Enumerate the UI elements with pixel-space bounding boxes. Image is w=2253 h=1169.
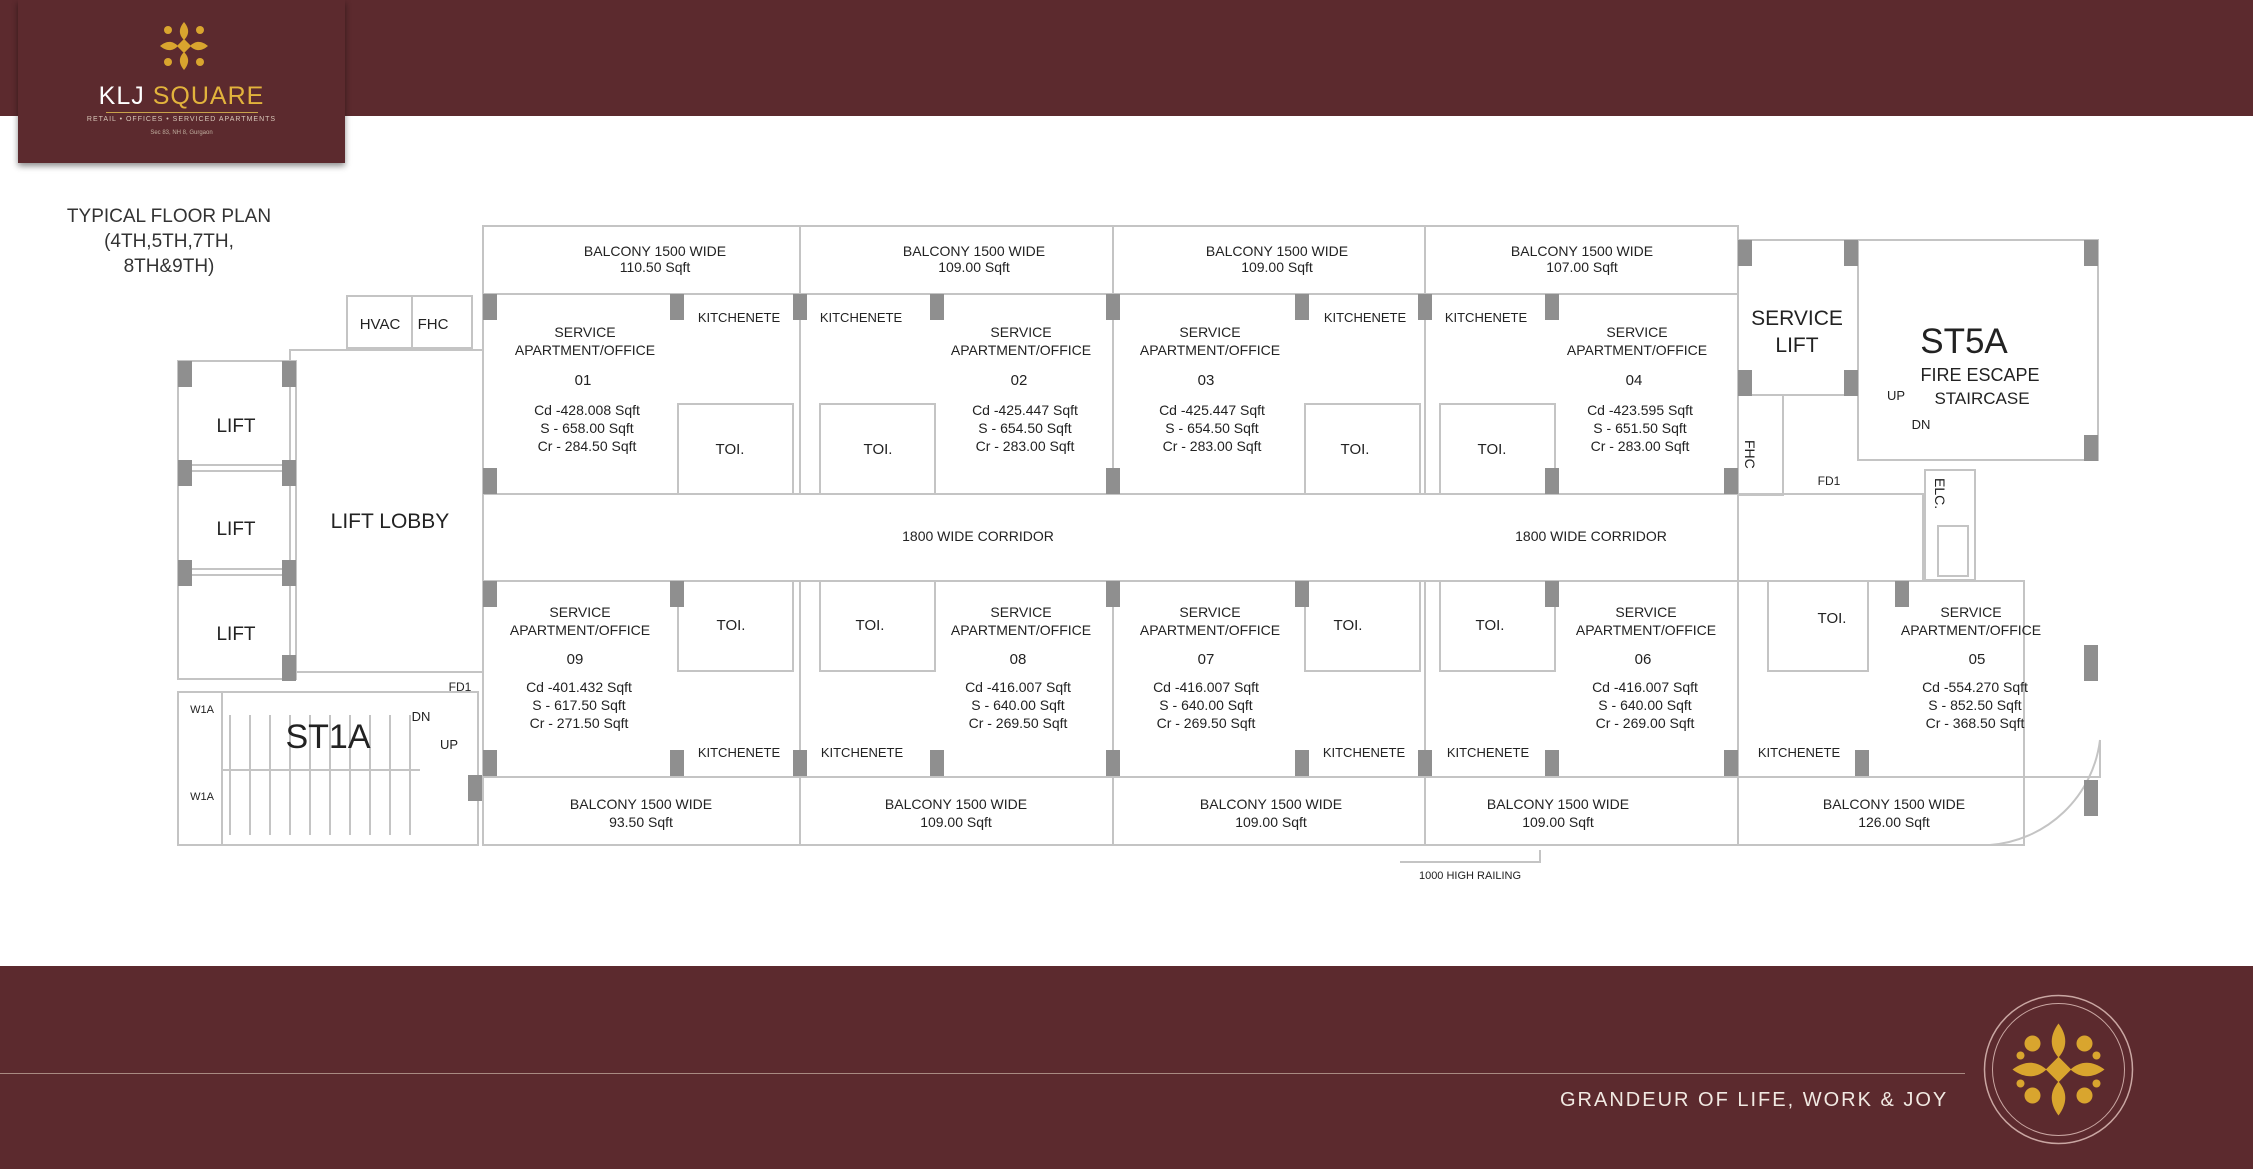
unit-common-area: Cr - 269.50 Sqft [968,715,1068,731]
unit-type: SERVICE [990,604,1052,620]
unit-type: SERVICE [1940,604,2002,620]
unit-carpet-area: Cd -423.595 Sqft [1587,402,1693,418]
unit-06[interactable] [1576,604,1716,731]
balcony-label: BALCONY 1500 WIDE [569,796,713,812]
corridor-label: 1800 WIDE CORRIDOR [902,528,1054,544]
unit-type: SERVICE [554,324,616,340]
kitchenette-label: KITCHENETE [1322,745,1406,760]
unit-number: 02 [1010,372,1028,389]
kitchenette-label: KITCHENETE [1323,310,1407,325]
unit-carpet-area: Cd -428.008 Sqft [534,402,640,418]
unit-08[interactable] [951,604,1091,731]
railing-note: 1000 HIGH RAILING [1418,870,1522,882]
toilet-label: TOI. [1817,610,1847,627]
window-label: W1A [190,704,214,716]
unit-carpet-area: Cd -425.447 Sqft [1159,402,1265,418]
unit-05[interactable] [1901,604,2041,731]
unit-common-area: Cr - 271.50 Sqft [529,715,629,731]
plan-title-floors: (4TH,5TH,7TH, 8TH&9TH) [104,231,234,277]
kitchenette-label: KITCHENETE [697,745,781,760]
fhc-label: FHC [417,316,449,333]
service-lift-label: LIFT [1775,334,1819,357]
elc-label: ELC. [1932,478,1948,510]
unit-type: APARTMENT/OFFICE [1575,622,1717,638]
unit-type: APARTMENT/OFFICE [1139,622,1281,638]
unit-super-area: S - 640.00 Sqft [1159,697,1253,713]
window-label: W1A [190,791,214,803]
brand-subtitle: RETAIL • OFFICES • SERVICED APARTMENTS [86,116,277,123]
unit-type: SERVICE [549,604,611,620]
unit-03[interactable] [1140,324,1280,454]
balcony-label: BALCONY 1500 WIDE [1822,796,1966,812]
toilet-label: TOI. [855,617,885,634]
unit-type: APARTMENT/OFFICE [950,622,1092,638]
unit-super-area: S - 640.00 Sqft [971,697,1065,713]
unit-number: 04 [1625,372,1643,389]
unit-carpet-area: Cd -554.270 Sqft [1922,679,2028,695]
unit-01[interactable] [515,324,655,454]
unit-super-area: S - 651.50 Sqft [1593,420,1687,436]
unit-type: APARTMENT/OFFICE [950,342,1092,358]
toilet-label: TOI. [1475,617,1505,634]
toilet-label: TOI. [863,441,893,458]
unit-common-area: Cr - 283.00 Sqft [1590,438,1690,454]
unit-super-area: S - 640.00 Sqft [1598,697,1692,713]
tagline: GRANDEUR OF LIFE, WORK & JOY [1560,1089,1949,1111]
balcony-label: BALCONY 1500 WIDE [1199,796,1343,812]
toilet-label: TOI. [715,441,745,458]
fire-door-label: FD1 [1817,474,1841,488]
fire-door-label: FD1 [448,680,472,694]
balcony-area: 109.00 Sqft [920,814,992,830]
kitchenette-label: KITCHENETE [1446,745,1530,760]
unit-common-area: Cr - 283.00 Sqft [1162,438,1262,454]
unit-carpet-area: Cd -416.007 Sqft [965,679,1071,695]
ornament-emblem-icon [1982,993,2135,1146]
balcony-area: 109.00 Sqft [1235,814,1307,830]
unit-type: APARTMENT/OFFICE [1139,342,1281,358]
unit-carpet-area: Cd -401.432 Sqft [526,679,632,695]
unit-type: APARTMENT/OFFICE [1566,342,1708,358]
corridor-label: 1800 WIDE CORRIDOR [1515,528,1667,544]
stair-down-label: DN [411,709,431,724]
st1a-label: ST1A [285,718,371,756]
unit-type: SERVICE [1179,604,1241,620]
balcony-label: BALCONY 1500 WIDE [1510,243,1654,259]
lift-label: LIFT [216,519,256,540]
lift-label: LIFT [216,624,256,645]
brand-address: Sec 83, NH 8, Gurgaon [150,130,213,136]
stair-up-label: UP [1886,388,1906,403]
unit-super-area: S - 658.00 Sqft [540,420,634,436]
toilet-label: TOI. [1340,441,1370,458]
toilet-label: TOI. [1477,441,1507,458]
lift-lobby-label: LIFT LOBBY [330,510,450,533]
balcony-area: 107.00 Sqft [1546,259,1618,275]
unit-number: 08 [1009,651,1027,668]
unit-type: SERVICE [1179,324,1241,340]
unit-type: SERVICE [1615,604,1677,620]
balcony-area: 109.00 Sqft [938,259,1010,275]
unit-super-area: S - 852.50 Sqft [1928,697,2022,713]
unit-carpet-area: Cd -416.007 Sqft [1153,679,1259,695]
unit-super-area: S - 617.50 Sqft [532,697,626,713]
unit-common-area: Cr - 284.50 Sqft [537,438,637,454]
unit-type: APARTMENT/OFFICE [514,342,656,358]
balcony-label: BALCONY 1500 WIDE [884,796,1028,812]
unit-number: 07 [1197,651,1215,668]
st5a-label: ST5A [1920,322,2008,361]
balcony-area: 109.00 Sqft [1241,259,1313,275]
balcony-label: BALCONY 1500 WIDE [1205,243,1349,259]
toilet-label: TOI. [716,617,746,634]
unit-number: 09 [566,651,584,668]
plan-title-line: TYPICAL FLOOR PLAN [66,206,272,227]
unit-super-area: S - 654.50 Sqft [1165,420,1259,436]
fhc-label: FHC [1742,440,1758,469]
balcony-label: BALCONY 1500 WIDE [583,243,727,259]
fire-escape-label: FIRE ESCAPE [1920,365,2040,385]
stair-up-label: UP [439,737,459,752]
unit-super-area: S - 654.50 Sqft [978,420,1072,436]
balcony-area: 110.50 Sqft [619,259,691,275]
staircase-label: STAIRCASE [1934,389,2030,408]
balcony-area: 109.00 Sqft [1522,814,1594,830]
unit-common-area: Cr - 368.50 Sqft [1925,715,2025,731]
brand-name: KLJ SQUARE [98,82,265,110]
stair-down-label: DN [1911,417,1931,432]
unit-carpet-area: Cd -425.447 Sqft [972,402,1078,418]
unit-09[interactable] [510,604,650,731]
unit-common-area: Cr - 283.00 Sqft [975,438,1075,454]
unit-type: APARTMENT/OFFICE [1900,622,2042,638]
balcony-label: BALCONY 1500 WIDE [1486,796,1630,812]
unit-number: 01 [574,372,592,389]
unit-type: APARTMENT/OFFICE [509,622,651,638]
kitchenette-label: KITCHENETE [1757,745,1841,760]
unit-number: 03 [1197,372,1215,389]
balcony-area: 93.50 Sqft [609,814,673,830]
unit-04[interactable] [1567,324,1707,454]
lift-label: LIFT [216,416,256,437]
corridor [483,494,1923,581]
unit-number: 06 [1634,651,1652,668]
unit-07[interactable] [1140,604,1280,731]
unit-number: 05 [1968,651,1986,668]
kitchenette-label: KITCHENETE [820,745,904,760]
service-lift-label: SERVICE [1751,307,1843,330]
unit-type: SERVICE [1606,324,1668,340]
kitchenette-label: KITCHENETE [819,310,903,325]
unit-carpet-area: Cd -416.007 Sqft [1592,679,1698,695]
unit-type: SERVICE [990,324,1052,340]
unit-common-area: Cr - 269.00 Sqft [1595,715,1695,731]
toilet-label: TOI. [1333,617,1363,634]
unit-02[interactable] [951,324,1091,454]
kitchenette-label: KITCHENETE [1444,310,1528,325]
unit-common-area: Cr - 269.50 Sqft [1156,715,1256,731]
kitchenette-label: KITCHENETE [697,310,781,325]
balcony-label: BALCONY 1500 WIDE [902,243,1046,259]
balcony-area: 126.00 Sqft [1858,814,1930,830]
hvac-label: HVAC [359,316,401,333]
